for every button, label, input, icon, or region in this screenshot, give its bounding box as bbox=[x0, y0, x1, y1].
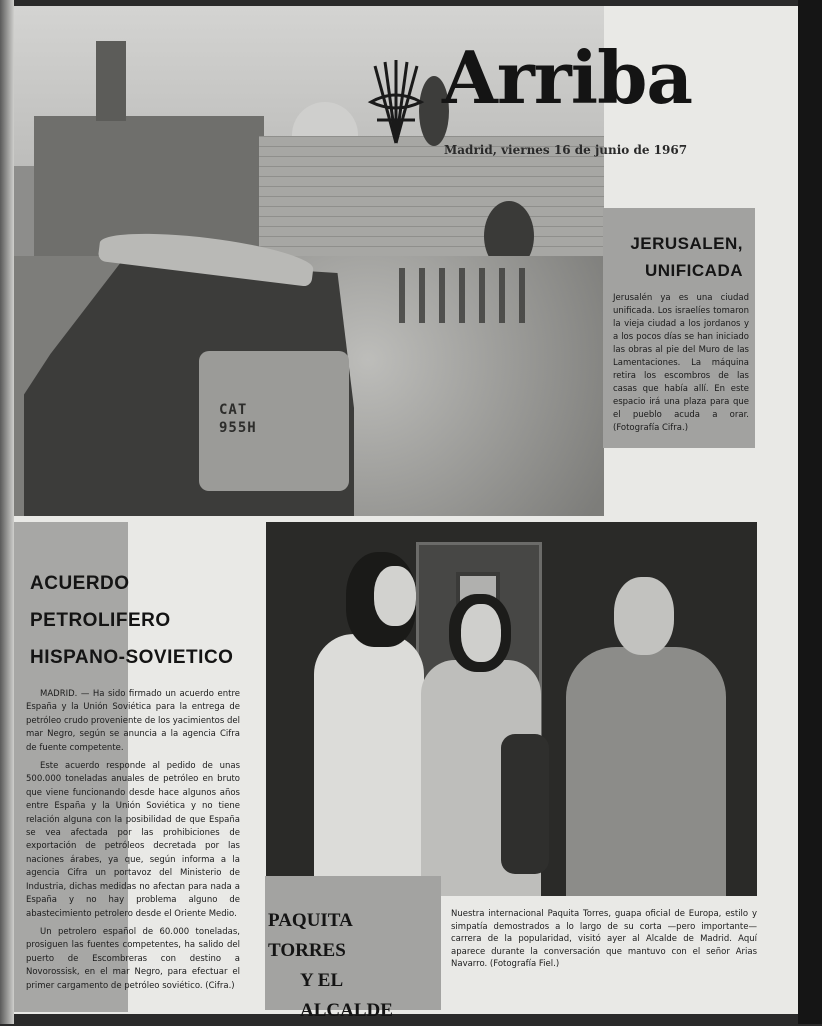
jerusalem-headline bbox=[603, 230, 743, 284]
acuerdo-headline-line2: PETROLIFERO bbox=[30, 610, 171, 631]
newspaper-logo: Arriba bbox=[442, 35, 693, 120]
jerusalem-headline-line2: UNIFICADA bbox=[645, 261, 743, 280]
article-paragraph: Un petrolero español de 60.000 toneladas, prosiguen las fuentes competentes, ha salido del puerto de Escombreras con destino a Novorossisk, en el mar Negro, para efectuar el primer cargamento de petróleo soviético. (Cifra.) bbox=[26, 926, 240, 991]
paquita-headline-line1: PAQUITA TORRES bbox=[268, 910, 352, 961]
acuerdo-article-body bbox=[26, 688, 240, 998]
paquita-headline-line2: Y EL ALCALDE bbox=[300, 970, 393, 1021]
page-curl bbox=[0, 0, 14, 1024]
woman-left-figure bbox=[314, 634, 424, 896]
jerusalem-caption-text: Jerusalén ya es una ciudad unificada. Los israelíes tomaron la vieja ciudad a los jordanos y a los pocos días se han iniciado las obras al pie del Muro de las Lamentaciones. La máquina retira los escombros de las casas que había allí. En este espacio irá una plaza para que el pueblo acuda a orar. (Fotografía Cifra.) bbox=[613, 293, 749, 433]
article-paragraph: Este acuerdo responde al pedido de unas 500.000 toneladas anuales de petróleo en bruto que viene funcionando desde hace algunos años entre España y la Unión Soviética y no tiene relación alguna con la posibilidad de que España se vea afectada por las prohibiciones de exportación de petróleos decretada por las naciones árabes, ya que, según informa a la agencia Cifra un portavoz del Ministerio de Industria, dichas medidas no afectan para nada a España y no hay problema alguno de abastecimiento petrolero desde el Oriente Medio. bbox=[26, 761, 240, 919]
woman-center-face bbox=[461, 604, 501, 662]
machine-label-line1: CAT bbox=[219, 402, 248, 418]
mayor-figure bbox=[566, 647, 726, 896]
paquita-headline bbox=[268, 906, 428, 1026]
acuerdo-headline-line3: HISPANO-SOVIETICO bbox=[30, 647, 234, 668]
paquita-caption-text: Nuestra internacional Paquita Torres, guapa oficial de Europa, estilo y simpatía demostrados a lo largo de su corta —pero importante— carrera de la popularidad, visitó ayer al Alcalde de Madrid. Aquí aparece durante la conversación que mantuvo con el señor Arias Navarro. (Fotografía Fiel.) bbox=[451, 909, 757, 970]
dateline: Madrid, viernes 16 de junio de 1967 bbox=[444, 143, 688, 157]
mayor-head bbox=[614, 577, 674, 655]
held-coat bbox=[501, 734, 549, 874]
paquita-photo bbox=[266, 522, 757, 896]
photo-people bbox=[399, 268, 539, 323]
yoke-and-arrows-icon bbox=[365, 58, 427, 148]
machine-label-line2: 955H bbox=[219, 420, 257, 436]
woman-left-face bbox=[374, 566, 416, 626]
photo-minaret bbox=[96, 41, 126, 121]
machine-label bbox=[219, 401, 257, 437]
page-edge bbox=[798, 0, 822, 1024]
article-paragraph: MADRID. — Ha sido firmado un acuerdo entre España y la Unión Soviética para la entrega de petróleo crudo proveniente de los yacimientos del mar Negro, según se anuncia a la agencia Cifra de fuente competente. bbox=[26, 689, 240, 753]
acuerdo-headline-line1: ACUERDO bbox=[30, 573, 130, 594]
jerusalem-headline-line1: JERUSALEN, bbox=[630, 234, 743, 253]
jerusalem-caption-box bbox=[603, 208, 755, 448]
acuerdo-headline bbox=[30, 565, 233, 676]
